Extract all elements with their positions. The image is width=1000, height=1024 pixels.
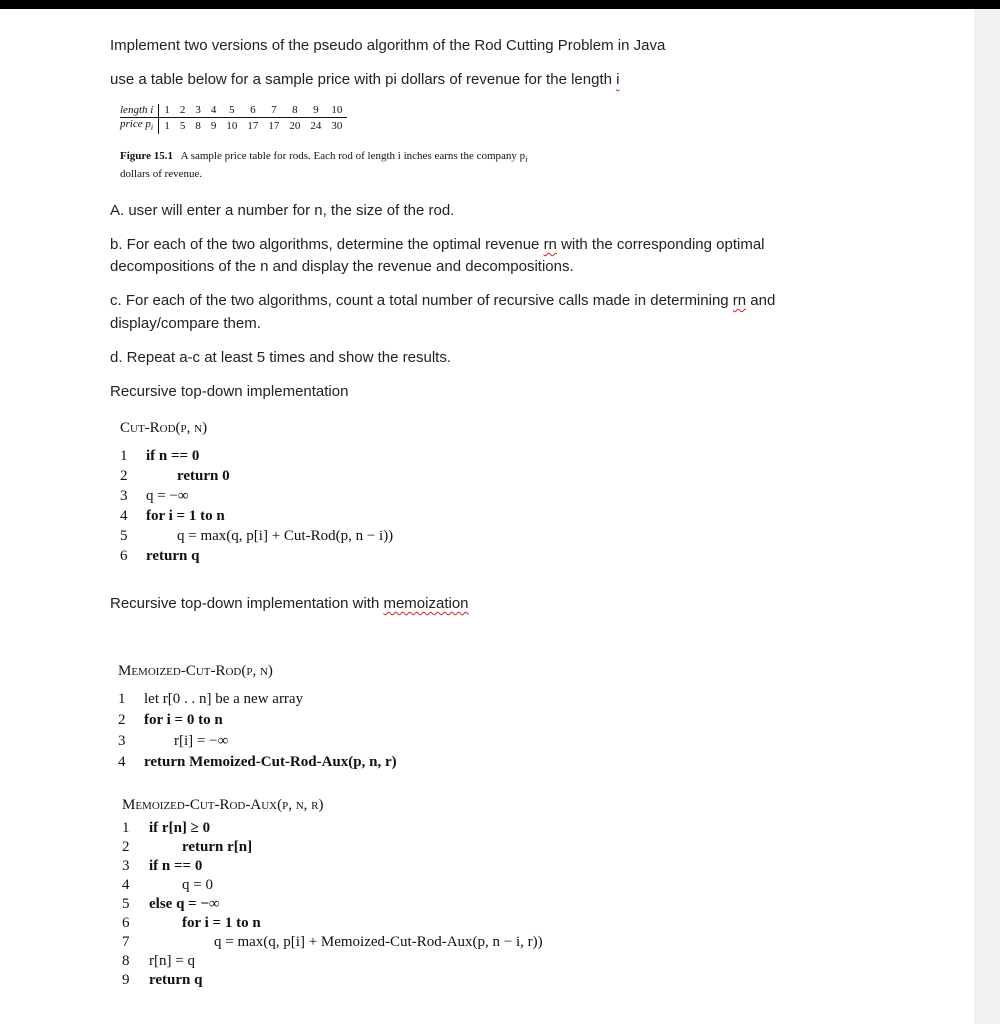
price-table-price-row <box>120 118 347 135</box>
length-cell: 9 <box>305 104 326 118</box>
spellcheck-word-memoization[interactable]: memoization <box>383 595 469 612</box>
intro-line-2-text: use a table below for a sample price with pi dollars of revenue for the length <box>110 71 617 88</box>
figure-caption: Figure 15.1 A sample price table for rods. Each rod of length i inches earns the company $p_i$ dollars of revenue. <box>120 150 528 181</box>
spellcheck-word-rn[interactable]: rn <box>732 292 747 309</box>
requirement-c-text: c. For each of the two algorithms, count a total number of recursive calls made in determining <box>110 292 733 309</box>
code-line: 8 r[n] = q <box>122 953 195 969</box>
code-line: 3 r[i] = −∞ <box>118 733 229 749</box>
code-line: 2 for i = 0 to n <box>118 712 223 728</box>
code-line: 3 if n == 0 <box>122 858 203 874</box>
requirement-b-text-end: with the corresponding optimal <box>556 236 765 253</box>
length-cell: 10 <box>326 104 347 118</box>
code-line: 4 for i = 1 to n <box>120 508 225 524</box>
spellcheck-word-i[interactable]: i <box>616 71 620 88</box>
price-table <box>120 104 347 134</box>
length-row-label: length i <box>120 104 159 118</box>
heading-memoization-text: Recursive top-down implementation with <box>110 595 384 612</box>
code-line: 1 if n == 0 <box>120 448 200 464</box>
caption-text: A sample price table for rods. Each rod of length i inches earns the company p <box>180 150 526 162</box>
price-cell: 17 <box>247 119 259 132</box>
memoized-cut-rod-title: Memoized-Cut-Rod(p, n) <box>118 663 273 679</box>
page-margin-right <box>974 9 1000 1024</box>
heading-memoization <box>110 595 469 612</box>
price-table-length-row <box>120 104 347 118</box>
requirement-b-text: b. For each of the two algorithms, determine the optimal revenue <box>110 236 544 253</box>
code-line: 9 return q <box>122 972 203 988</box>
price-cell: 20 <box>289 119 301 132</box>
code-line: 5 else q = −∞ <box>122 896 220 912</box>
length-cell: 3 <box>190 104 206 118</box>
price-cell: 24 <box>310 119 322 132</box>
length-cell: 1 <box>159 104 175 118</box>
code-line: 6 return q <box>120 548 200 564</box>
code-line: 2 return 0 <box>120 468 230 484</box>
code-line: 4 return Memoized-Cut-Rod-Aux(p, n, r) <box>118 754 397 770</box>
code-line: 6 for i = 1 to n <box>122 915 261 931</box>
code-line: 5 q = max(q, p[i] + Cut-Rod(p, n − i)) <box>120 528 394 544</box>
code-line: 4 q = 0 <box>122 877 213 893</box>
requirement-b-line-2: decompositions of the n and display the revenue and decompositions. <box>110 258 574 275</box>
code-line: 7 q = max(q, p[i] + Memoized-Cut-Rod-Aux(p, n − i, r)) <box>122 934 543 950</box>
price-cell: 5 <box>179 119 186 132</box>
cut-rod-title: Cut-Rod(p, n) <box>120 420 208 436</box>
length-cell: 6 <box>242 104 263 118</box>
price-cell: 17 <box>268 119 280 132</box>
price-cell: 9 <box>210 119 217 132</box>
figure-label: Figure 15.1 <box>120 150 173 162</box>
price-cell: 8 <box>195 119 201 132</box>
requirement-d: d. Repeat a-c at least 5 times and show the results. <box>110 349 452 366</box>
price-cell: 30 <box>331 119 343 132</box>
heading-recursive: Recursive top-down implementation <box>110 383 349 400</box>
requirement-b-line-1 <box>110 236 765 253</box>
length-cell: 4 <box>206 104 222 118</box>
spellcheck-word-rn[interactable]: rn <box>543 236 557 253</box>
window-top-bar <box>0 0 1000 9</box>
caption-text-2: dollars of revenue. <box>120 168 203 181</box>
length-cell: 2 <box>175 104 191 118</box>
intro-line-1: Implement two versions of the pseudo algorithm of the Rod Cutting Problem in Java <box>110 37 666 54</box>
code-line: 3 q = −∞ <box>120 488 189 504</box>
price-row-label: price $p_i$ <box>120 118 159 135</box>
requirement-c-line-2: display/compare them. <box>110 315 261 332</box>
code-line: 2 return r[n] <box>122 839 253 855</box>
memoized-cut-rod-aux-title: Memoized-Cut-Rod-Aux(p, n, r) <box>122 797 324 813</box>
intro-line-2 <box>110 71 619 88</box>
code-line: 1 if r[n] ≥ 0 <box>122 820 211 836</box>
requirement-c-line-1 <box>110 292 775 309</box>
length-cell: 5 <box>221 104 242 118</box>
requirement-c-text-end: and <box>746 292 776 309</box>
price-cell: 1 <box>164 119 170 132</box>
length-cell: 7 <box>263 104 284 118</box>
requirement-a: A. user will enter a number for n, the size of the rod. <box>110 202 455 219</box>
length-cell: 8 <box>284 104 305 118</box>
code-line: 1 let r[0 . . n] be a new array <box>118 691 304 707</box>
price-cell: 10 <box>226 119 238 132</box>
